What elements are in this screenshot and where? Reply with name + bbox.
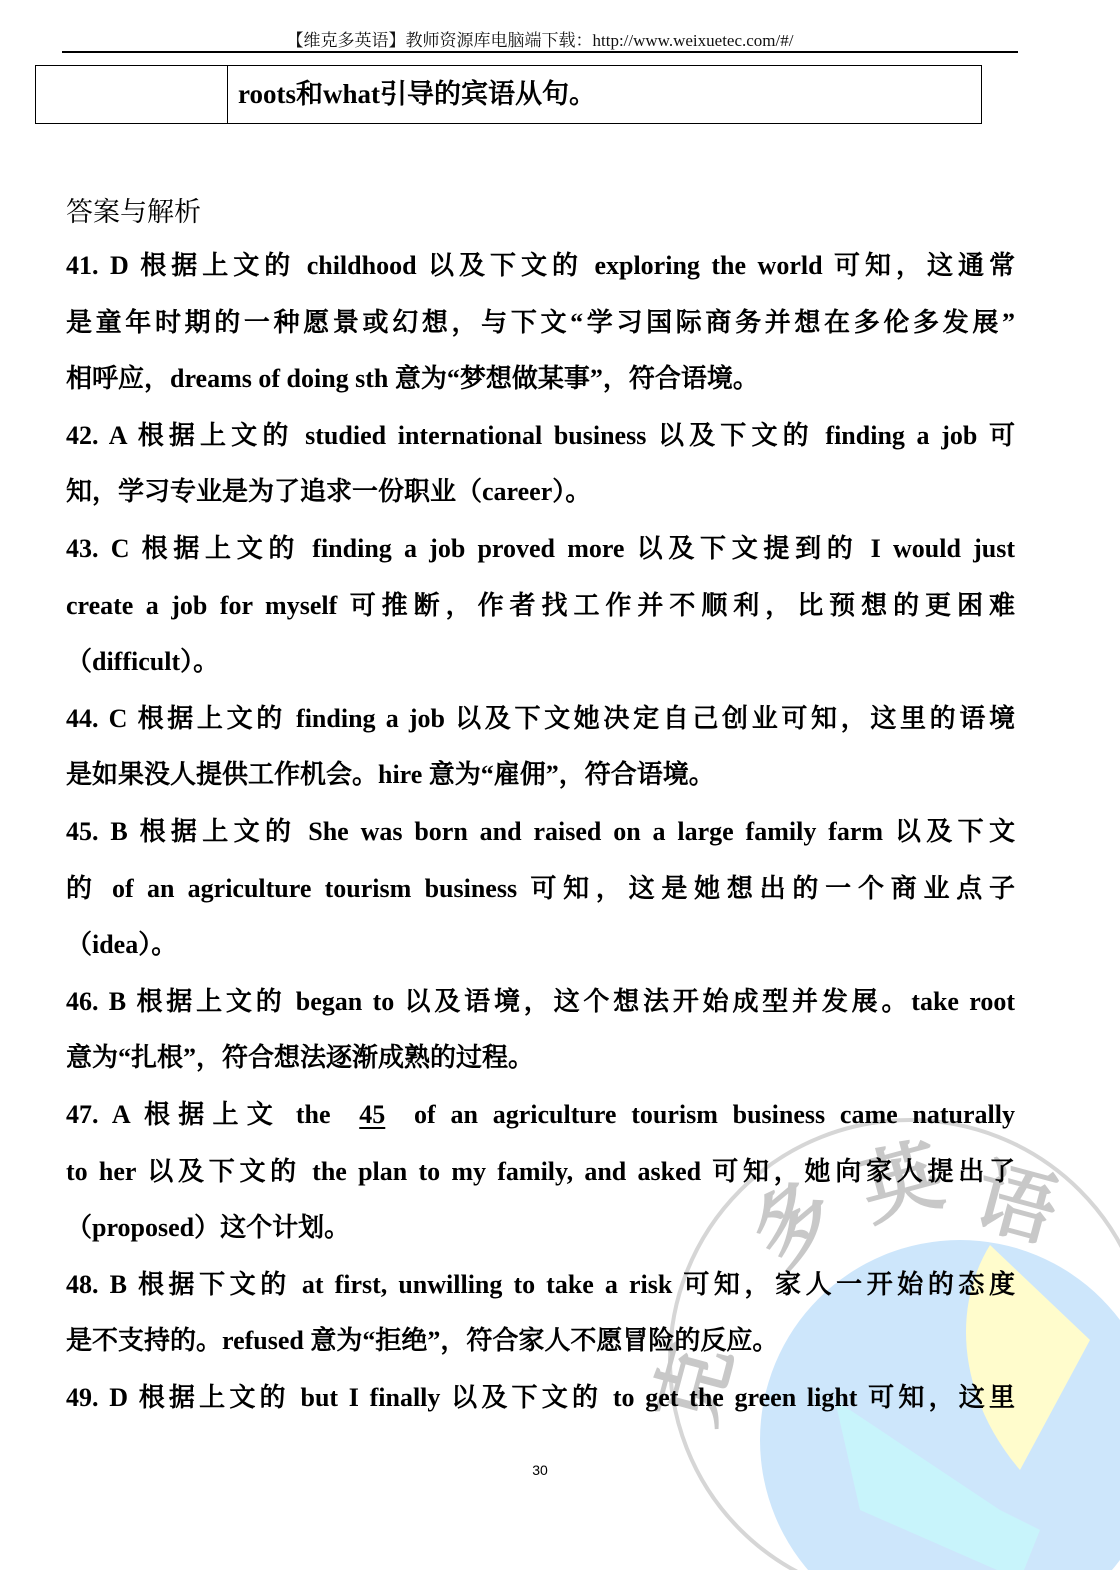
text-line: （proposed）这个计划。	[66, 1213, 351, 1243]
answer-paragraph	[66, 1095, 1015, 1265]
svg-text:克: 克	[638, 1333, 750, 1435]
svg-text:英: 英	[850, 1127, 953, 1239]
text-line: 49. D 根据上文的 but I finally 以及下文的 to get the green light 可知，这里	[66, 1382, 1015, 1412]
text-line: 相呼应，dreams of doing sth 意为“梦想做某事”，符合语境。	[66, 364, 759, 394]
page-number: 30	[532, 1462, 548, 1478]
answer-paragraph	[66, 1378, 1015, 1435]
answer-paragraph	[66, 1265, 1015, 1378]
svg-text:多: 多	[732, 1161, 854, 1285]
answer-paragraph	[66, 416, 1015, 529]
text-line: 是如果没人提供工作机会。hire 意为“雇佣”，符合语境。	[66, 760, 715, 790]
text-line: 48. B 根据下文的 at first, unwilling to take a risk 可知，家人一开始的态度	[66, 1269, 1015, 1299]
text-line: 的 of an agriculture tourism business 可知，这是她想出的一个商业点子	[66, 873, 1015, 903]
answer-paragraph	[66, 812, 1015, 982]
page-header: 【维克多英语】教师资源库电脑端下载：http://www.weixuetec.com/#/	[286, 31, 794, 50]
answer-paragraph	[66, 982, 1015, 1095]
table-cell-empty	[36, 66, 228, 123]
text-line: to her 以及下文的 the plan to my family, and asked 可知，她向家人提出了	[66, 1156, 1015, 1186]
text-line: 42. A 根据上文的 studied international business 以及下文的 finding a job 可	[66, 420, 1015, 450]
text-line: （difficult）。	[66, 647, 220, 677]
table-cell-text: roots和what引导的宾语从句。	[238, 79, 597, 109]
header-divider	[62, 51, 1018, 53]
text-line: 知，学习专业是为了追求一份职业（career）。	[66, 477, 592, 507]
table-row	[35, 65, 982, 124]
text-line: 是童年时期的一种愿景或幻想，与下文“学习国际商务并想在多伦多发展”	[66, 307, 1015, 337]
text-line: 43. C 根据上文的 finding a job proved more 以及下文提到的 I would just	[66, 533, 1015, 563]
text-line: 是不支持的。refused 意为“拒绝”，符合家人不愿冒险的反应。	[66, 1326, 779, 1356]
text-line: create a job for myself 可推断，作者找工作并不顺利，比预想的更困难	[66, 590, 1015, 620]
text-segment: of an agriculture tourism business came naturally	[414, 1099, 1015, 1129]
answer-paragraph	[66, 529, 1015, 699]
answer-paragraph	[66, 699, 1015, 812]
text-line: （idea）。	[66, 930, 178, 960]
svg-text:语: 语	[965, 1148, 1067, 1260]
text-line: 45. B 根据上文的 She was born and raised on a large family farm 以及下文	[66, 816, 1015, 846]
answer-paragraph	[66, 246, 1015, 416]
blank-number: 45	[359, 1099, 386, 1129]
answer-explanations	[66, 246, 1015, 1434]
text-line	[66, 1095, 1015, 1152]
text-line: 意为“扎根”，符合想法逐渐成熟的过程。	[66, 1043, 535, 1073]
text-line: 41. D 根据上文的 childhood 以及下文的 exploring the world 可知，这通常	[66, 251, 1015, 280]
text-line: 44. C 根据上文的 finding a job 以及下文她决定自己创业可知，这里的语境	[66, 703, 1015, 733]
text-line: 46. B 根据上文的 began to 以及语境，这个想法开始成型并发展。take root	[66, 986, 1015, 1016]
text-segment: 47. A 根据上文 the	[66, 1099, 346, 1129]
section-title: 答案与解析	[66, 197, 201, 227]
